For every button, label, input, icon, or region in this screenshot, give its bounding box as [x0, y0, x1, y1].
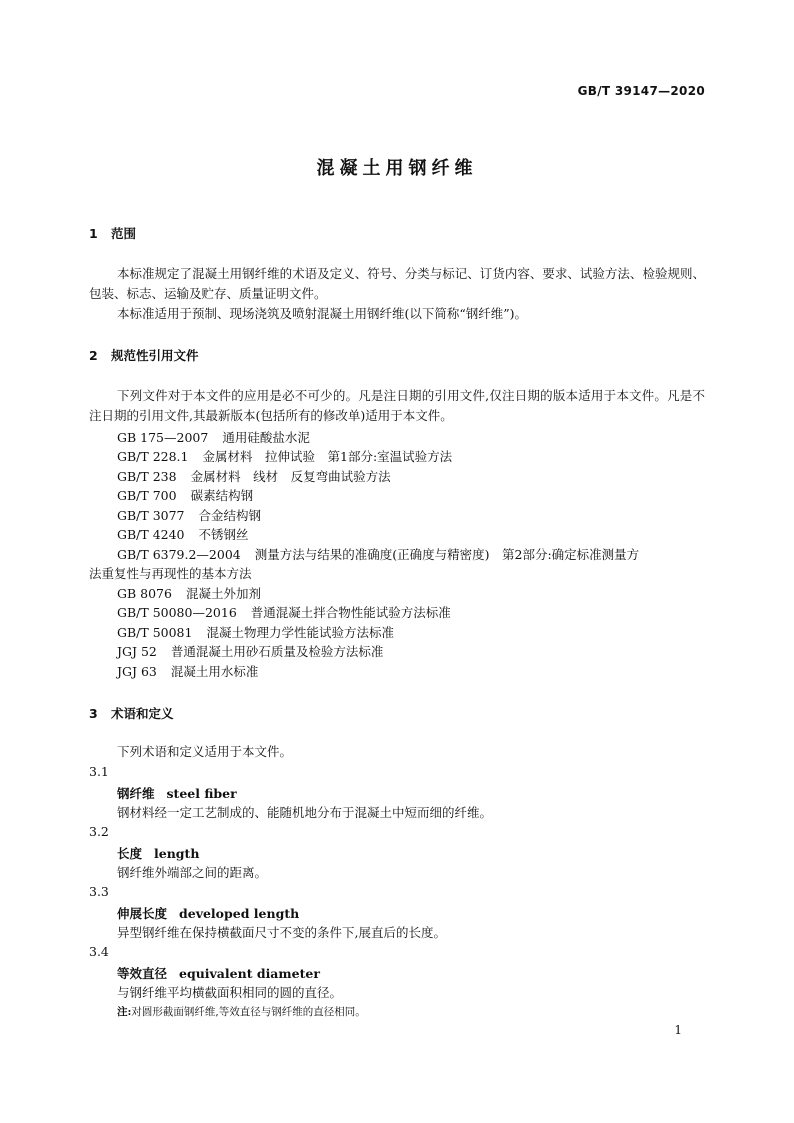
reference-item: [117, 467, 391, 485]
reference-item: [117, 662, 258, 680]
reference-name: 普通混凝土用砂石质量及检验方法标准: [170, 644, 384, 659]
reference-code: GB/T 3077: [117, 508, 185, 523]
section-title: 范围: [111, 226, 137, 241]
reference-name: 通用硅酸盐水泥: [222, 430, 310, 445]
reference-code: GB/T 4240: [117, 527, 185, 542]
section-title: 术语和定义: [111, 706, 174, 721]
term-heading: [117, 784, 237, 802]
reference-name: 金属材料 线材 反复弯曲试验方法: [190, 469, 391, 484]
note-text: 对圆形截面钢纤维,等效直径与钢纤维的直径相同。: [131, 1006, 366, 1018]
reference-name: 不锈钢丝: [198, 527, 249, 542]
note: [117, 1004, 366, 1019]
term-definition: 钢纤维外端部之间的距离。: [117, 865, 268, 880]
reference-name: 碳素结构钢: [190, 488, 254, 503]
document-title: 混凝土用钢纤维: [316, 158, 478, 179]
reference-name: 普通混凝土拌合物性能试验方法标准: [250, 605, 451, 620]
reference-name: 混凝土外加剂: [185, 586, 261, 601]
reference-item: [117, 603, 451, 621]
term-zh: 长度: [117, 846, 143, 861]
section-number: 3: [89, 706, 98, 721]
section-3-heading: [89, 704, 174, 722]
term-zh: 伸展长度: [117, 906, 168, 921]
reference-code: GB/T 50081: [117, 625, 193, 640]
reference-name: 混凝土物理力学性能试验方法标准: [206, 625, 394, 640]
scope-paragraph-2: 本标准适用于预制、现场浇筑及喷射混凝土用钢纤维(以下简称“钢纤维”)。: [117, 306, 528, 321]
term-zh: 等效直径: [117, 966, 168, 981]
term-number: 3.4: [89, 944, 109, 959]
reference-item: [117, 506, 261, 524]
term-definition: 钢材料经一定工艺制成的、能随机地分布于混凝土中短而细的纤维。: [117, 805, 493, 820]
reference-code: JGJ 63: [117, 664, 157, 679]
standard-number: GB/T 39147—2020: [577, 84, 705, 98]
terms-intro: 下列术语和定义适用于本文件。: [117, 744, 293, 759]
term-en: length: [154, 846, 200, 861]
term-number: 3.2: [89, 824, 109, 839]
section-number: 1: [89, 226, 98, 241]
term-definition: 与钢纤维平均横截面积相同的圆的直径。: [117, 985, 343, 1000]
reference-item: [117, 545, 639, 563]
section-title: 规范性引用文件: [111, 348, 199, 363]
page-number: 1: [674, 1023, 682, 1037]
reference-item: [117, 428, 310, 446]
term-number: 3.3: [89, 884, 109, 899]
term-heading: [117, 964, 320, 982]
reference-code: GB 175—2007: [117, 430, 209, 445]
reference-code: GB/T 50080—2016: [117, 605, 237, 620]
reference-code: GB/T 228.1: [117, 449, 189, 464]
reference-code: GB/T 6379.2—2004: [117, 547, 241, 562]
reference-code: JGJ 52: [117, 644, 157, 659]
reference-item: [117, 447, 452, 465]
term-heading: [117, 844, 199, 862]
references-intro: 下列文件对于本文件的应用是必不可少的。凡是注日期的引用文件,仅注日期的版本适用于本文件。凡是不注日期的引用文件,其最新版本(包括所有的修改单)适用于本文件。: [89, 388, 705, 423]
scope-paragraph-1: 本标准规定了混凝土用钢纤维的术语及定义、符号、分类与标记、订货内容、要求、试验方法、检验规则、包装、标志、运输及贮存、质量证明文件。: [89, 266, 705, 301]
section-1-heading: [89, 224, 136, 242]
term-en: developed length: [179, 906, 300, 921]
reference-name: 金属材料 拉伸试验 第1部分:室温试验方法: [202, 449, 453, 464]
reference-code: GB 8076: [117, 586, 172, 601]
section-number: 2: [89, 348, 98, 363]
reference-continuation: 法重复性与再现性的基本方法: [89, 566, 252, 581]
reference-item: [117, 623, 394, 641]
reference-item: [117, 584, 261, 602]
term-zh: 钢纤维: [117, 786, 155, 801]
note-label: 注:: [117, 1006, 132, 1018]
reference-item: [117, 486, 253, 504]
reference-item: [117, 525, 249, 543]
reference-name: 混凝土用水标准: [170, 664, 259, 679]
term-definition: 异型钢纤维在保持横截面尺寸不变的条件下,展直后的长度。: [117, 925, 446, 940]
term-heading: [117, 904, 299, 922]
reference-item: [117, 642, 383, 660]
reference-code: GB/T 238: [117, 469, 177, 484]
reference-name: 合金结构钢: [198, 508, 262, 523]
reference-name: 测量方法与结果的准确度(正确度与精密度) 第2部分:确定标准测量方: [254, 547, 640, 562]
reference-code: GB/T 700: [117, 488, 177, 503]
term-en: equivalent diameter: [179, 966, 320, 981]
term-en: steel fiber: [166, 786, 237, 801]
section-2-heading: [89, 346, 199, 364]
term-number: 3.1: [89, 764, 109, 779]
